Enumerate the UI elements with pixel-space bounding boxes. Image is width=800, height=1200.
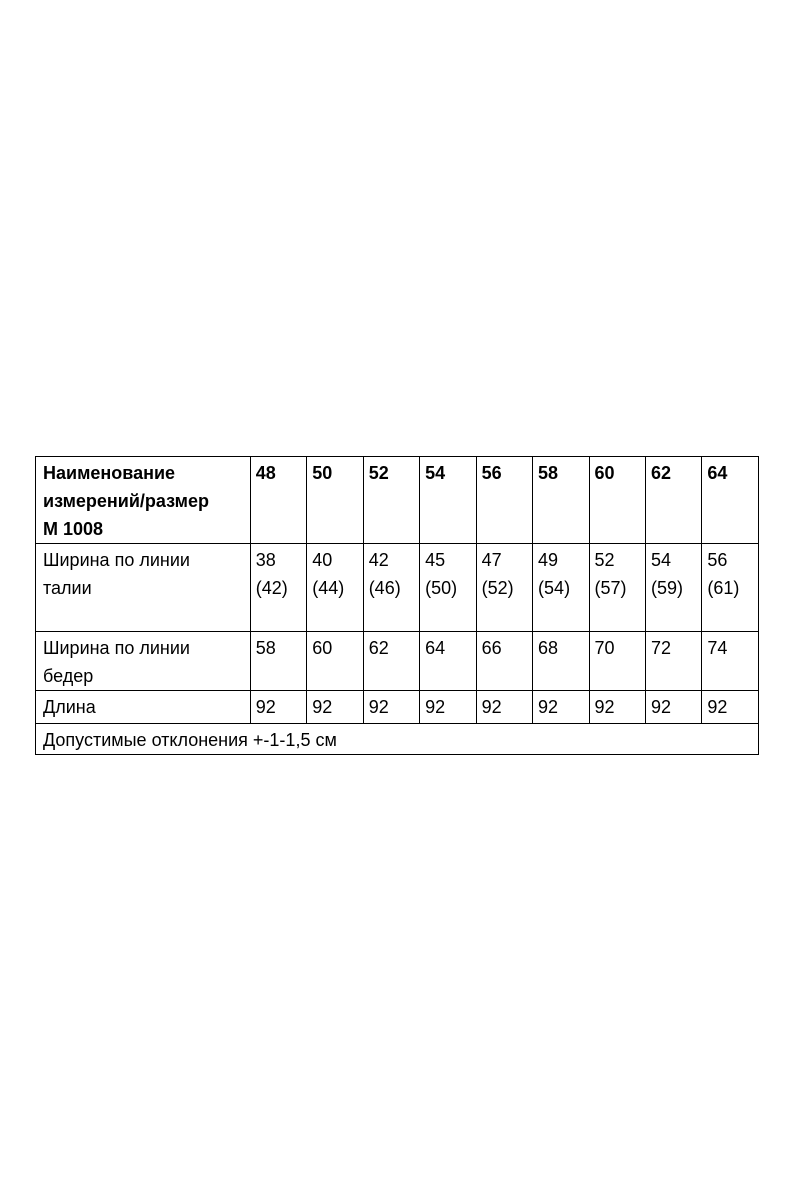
value-alt: (59): [650, 578, 683, 598]
value-cell: [250, 544, 306, 632]
value-main: 54: [650, 550, 671, 570]
value-cell: [645, 544, 701, 632]
size-header-cell: 62: [645, 457, 701, 544]
value-main: 49: [538, 550, 559, 570]
length-row: [36, 691, 759, 724]
header-label-cell: [36, 457, 251, 544]
value-cell: [420, 544, 476, 632]
value-alt: (42): [255, 578, 288, 598]
row-label-cell: Длина: [36, 691, 251, 724]
header-label-line: измерений/размер: [43, 491, 209, 511]
value-cell: 66: [476, 632, 532, 691]
value-cell: 68: [533, 632, 589, 691]
size-header-cell: 58: [533, 457, 589, 544]
size-chart-table: [35, 456, 759, 755]
row-label-cell: [36, 544, 251, 632]
value-cell: 92: [589, 691, 645, 724]
value-main: 40: [312, 550, 333, 570]
row-label-line: талии: [43, 578, 92, 598]
value-main: 42: [368, 550, 389, 570]
value-cell: 74: [702, 632, 759, 691]
value-alt: (52): [481, 578, 514, 598]
value-alt: (46): [368, 578, 401, 598]
value-cell: 92: [533, 691, 589, 724]
value-alt: (44): [312, 578, 345, 598]
row-label-line: бедер: [43, 666, 94, 686]
value-cell: 92: [645, 691, 701, 724]
model-number: М 1008: [43, 519, 104, 539]
header-row: [36, 457, 759, 544]
value-cell: [533, 544, 589, 632]
value-cell: 92: [363, 691, 419, 724]
value-cell: [589, 544, 645, 632]
value-main: 38: [255, 550, 276, 570]
value-alt: (50): [425, 578, 458, 598]
value-cell: [702, 544, 759, 632]
value-cell: 92: [307, 691, 363, 724]
value-cell: 92: [702, 691, 759, 724]
value-cell: [476, 544, 532, 632]
row-label-line: Ширина по линии: [43, 638, 190, 658]
value-cell: 70: [589, 632, 645, 691]
value-cell: 92: [476, 691, 532, 724]
size-header-cell: 64: [702, 457, 759, 544]
size-header-cell: 54: [420, 457, 476, 544]
value-alt: (54): [538, 578, 571, 598]
value-alt: (57): [594, 578, 627, 598]
size-header-cell: 48: [250, 457, 306, 544]
value-cell: [363, 544, 419, 632]
header-label-line: Наименование: [43, 463, 176, 483]
row-label-cell: [36, 632, 251, 691]
value-cell: 60: [307, 632, 363, 691]
hips-width-row: [36, 632, 759, 691]
value-main: 45: [425, 550, 446, 570]
value-cell: 92: [250, 691, 306, 724]
value-cell: 92: [420, 691, 476, 724]
value-cell: 64: [420, 632, 476, 691]
value-alt: (61): [707, 578, 740, 598]
size-header-cell: 56: [476, 457, 532, 544]
value-main: 56: [707, 550, 728, 570]
waist-width-row: [36, 544, 759, 632]
tolerance-note: Допустимые отклонения +-1-1,5 см: [36, 724, 759, 755]
value-cell: 62: [363, 632, 419, 691]
size-header-cell: 52: [363, 457, 419, 544]
size-header-cell: 50: [307, 457, 363, 544]
value-cell: [307, 544, 363, 632]
value-cell: 58: [250, 632, 306, 691]
size-header-cell: 60: [589, 457, 645, 544]
value-main: 47: [481, 550, 502, 570]
value-cell: 72: [645, 632, 701, 691]
row-label-line: Ширина по линии: [43, 550, 190, 570]
tolerance-note-row: [36, 724, 759, 755]
value-main: 52: [594, 550, 615, 570]
